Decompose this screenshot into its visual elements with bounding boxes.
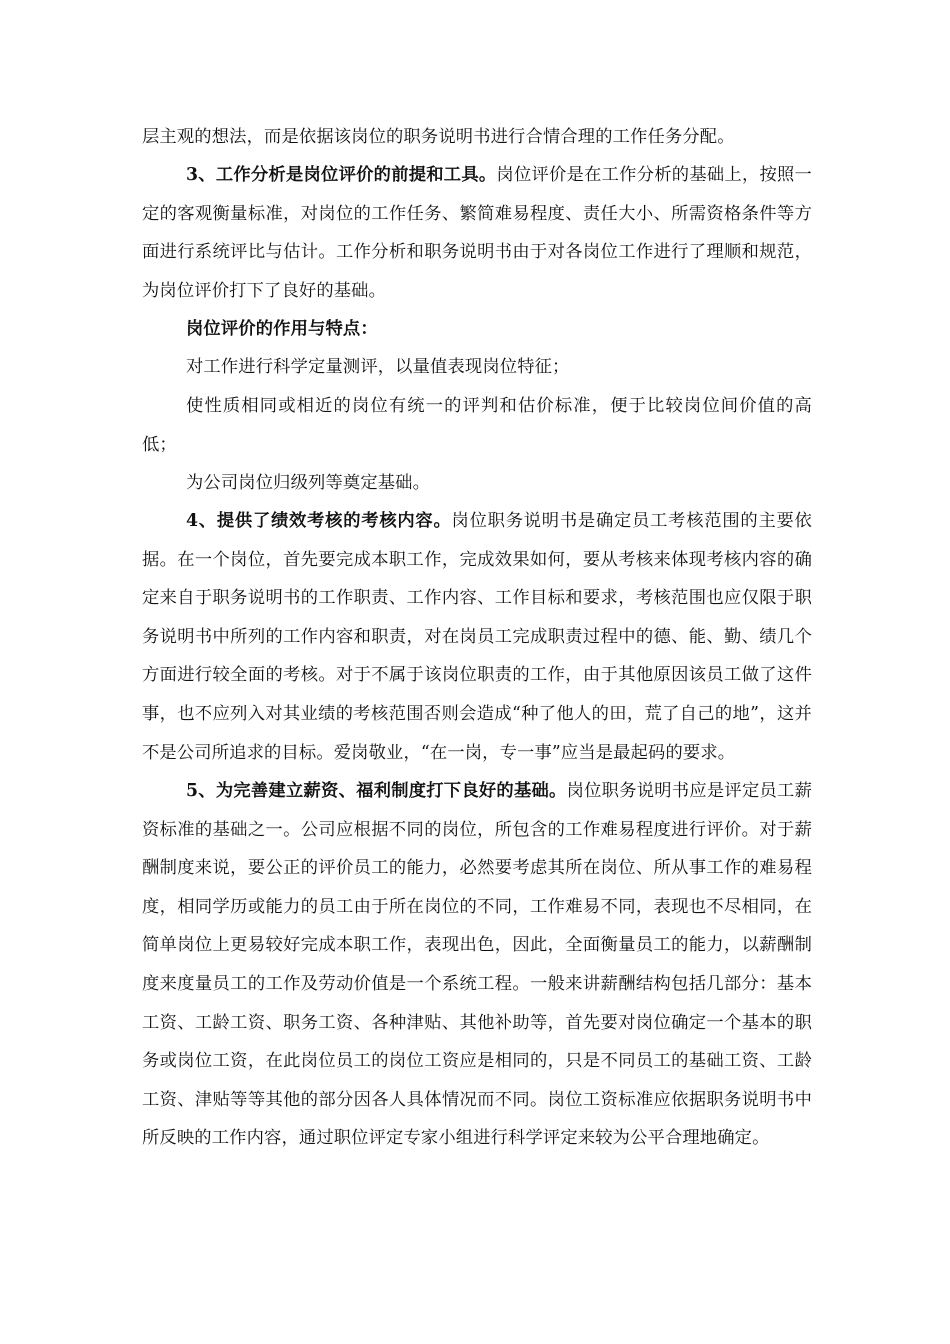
feature-text: 为公司岗位归级列等奠定基础。 (186, 473, 431, 493)
paragraph-text: 层主观的想法，而是依据该岗位的职务说明书进行合情合理的工作任务分配。 (142, 127, 735, 147)
paragraph-continuation (142, 118, 812, 157)
feature-item-3 (142, 464, 812, 503)
paragraph-text: 岗位职务说明书应是评定员工薪资标准的基础之一。公司应根据不同的岗位，所包含的工作难易程度进行评价。对于薪酬制度来说，要公正的评价员工的能力，必然要考虑其所在岗位、所从事工作的难易程度，相同学历或能力的员工由于所在岗位的不同，工作难易不同，表现也不尽相同，在简单岗位上更易较好完成本职工作，表现出色，因此，全面衡量员工的能力，以薪酬制度来度量员工的工作及劳动价值是一个系统工程。一般来讲薪酬结构包括几部分：基本工资、工龄工资、职务工资、各种津贴、其他补助等，首先要对岗位确定一个基本的职务或岗位工资，在此岗位员工的岗位工资应是相同的，只是不同员工的基础工资、工龄工资、津贴等等其他的部分因各人具体情况而不同。岗位工资标准应依据职务说明书中所反映的工作内容，通过职位评定专家小组进行科学评定来较为公平合理地确定。 (142, 781, 812, 1149)
feature-item-2 (142, 387, 812, 464)
paragraph-text: 岗位职务说明书是确定员工考核范围的主要依据。在一个岗位，首先要完成本职工作，完成效果如何，要从考核来体现考核内容的确定来自于职务说明书的工作职责、工作内容、工作目标和要求，考核范围也应仅限于职务说明书中所列的工作内容和职责，对在岗员工完成职责过程中的德、能、勤、绩几个方面进行较全面的考核。对于不属于该岗位职责的工作，由于其他原因该员工做了这件事，也不应列入对其业绩的考核范围否则会造成“种了他人的田，荒了自己的地”，这并不是公司所追求的目标。爱岗敬业，“在一岗，专一事”应当是最起码的要求。 (142, 511, 812, 763)
paragraph-performance (142, 502, 812, 772)
subheading-text: 岗位评价的作用与特点： (186, 319, 378, 339)
subheading-evaluation-features (142, 310, 812, 349)
feature-text: 使性质相同或相近的岗位有统一的评判和估价标准，便于比较岗位间价值的高低； (142, 396, 812, 455)
section-heading-5: 5、为完善建立薪资、福利制度打下良好的基础。 (186, 781, 567, 801)
paragraph-text: 岗位评价是在工作分析的基础上，按照一定的客观衡量标准，对岗位的工作任务、繁简难易程度、责任大小、所需资格条件等方面进行系统评比与估计。工作分析和职务说明书由于对各岗位工作进行了理顺和规范，为岗位评价打下了良好的基础。 (142, 165, 812, 301)
feature-text: 对工作进行科学定量测评，以量值表现岗位特征； (186, 357, 570, 377)
paragraph-salary (142, 772, 812, 1158)
section-heading-3: 3、工作分析是岗位评价的前提和工具。 (186, 165, 497, 185)
section-heading-4: 4、提供了绩效考核的考核内容。 (186, 511, 452, 531)
feature-item-1 (142, 348, 812, 387)
paragraph-job-evaluation (142, 156, 812, 310)
